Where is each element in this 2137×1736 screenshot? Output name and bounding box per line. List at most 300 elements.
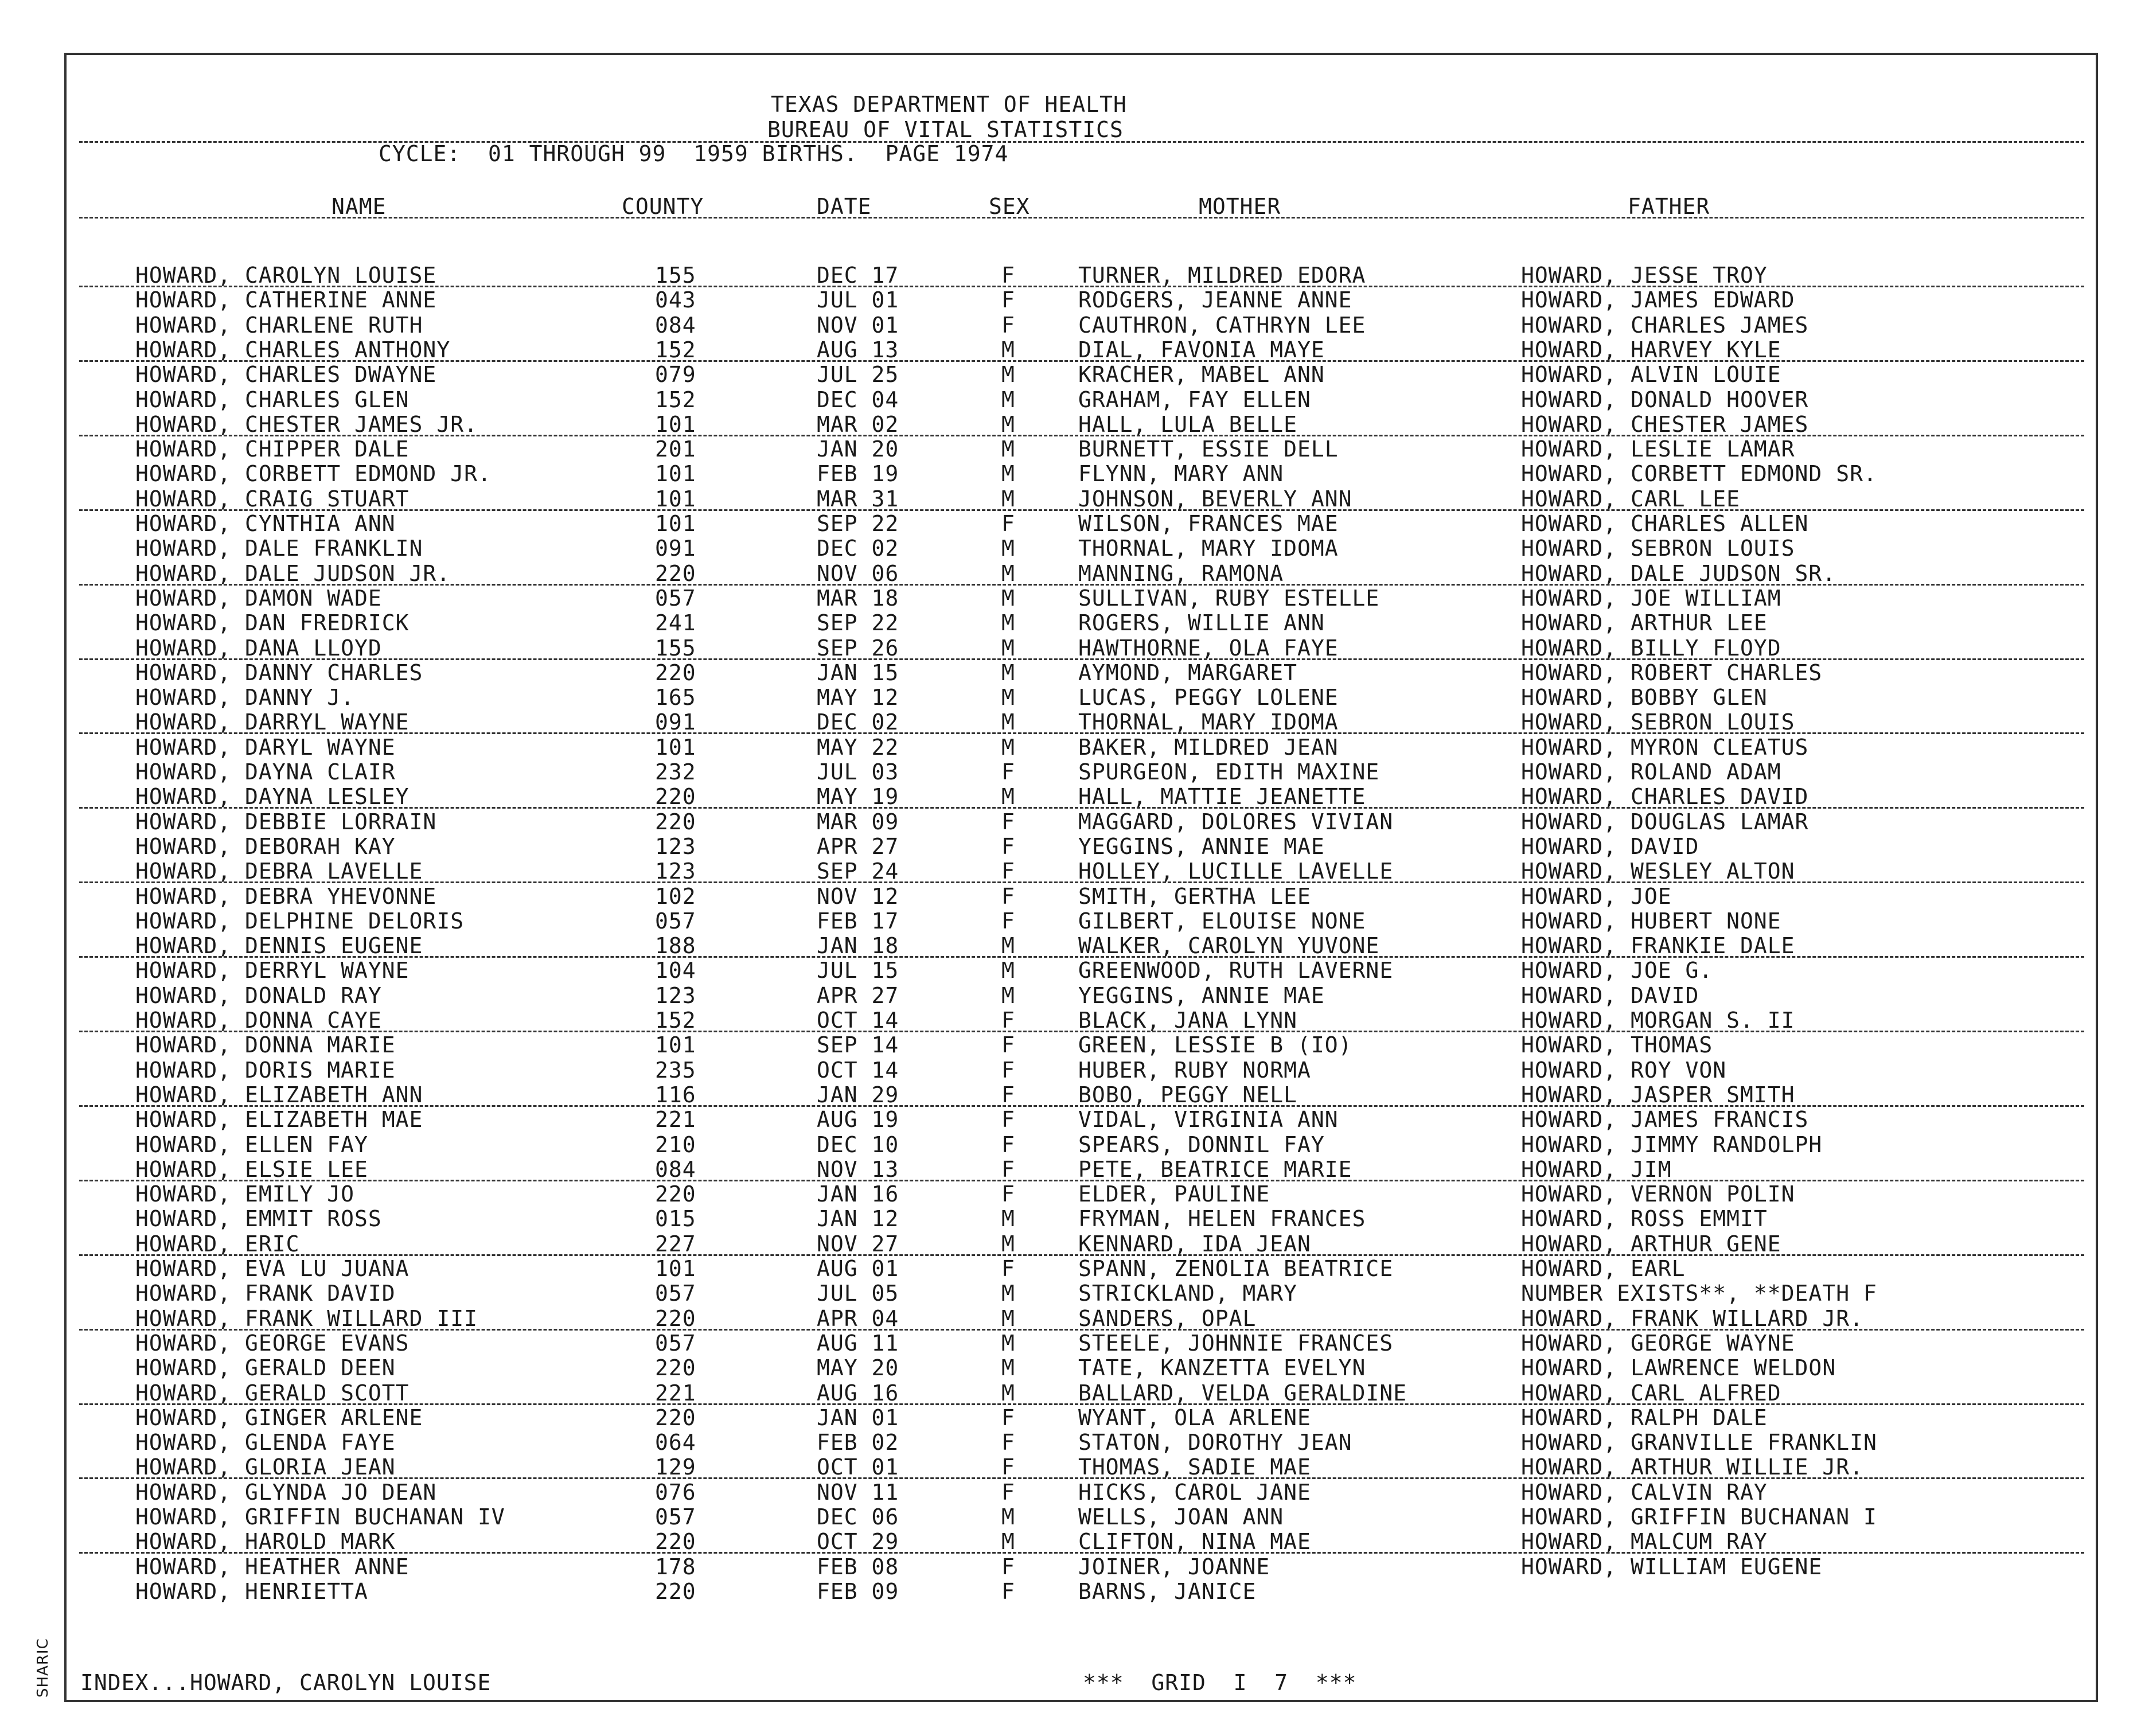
record-father: HOWARD, CARL LEE <box>1521 486 1741 512</box>
record-sex: F <box>1001 1132 1015 1157</box>
record-name: HOWARD, GRIFFIN BUCHANAN IV <box>135 1504 505 1530</box>
record-father: HOWARD, ROLAND ADAM <box>1521 759 1781 785</box>
record-father: HOWARD, JIMMY RANDOLPH <box>1521 1132 1823 1157</box>
record-county: 129 <box>655 1454 696 1480</box>
record-father: HOWARD, BOBBY GLEN <box>1521 685 1768 711</box>
record-mother: PETE, BEATRICE MARIE <box>1078 1156 1352 1182</box>
record-sex: M <box>1001 1330 1015 1356</box>
record-sex: F <box>1001 859 1015 884</box>
record-sex: M <box>1001 982 1015 1008</box>
table-row <box>0 1107 2137 1132</box>
record-county: 076 <box>655 1479 696 1505</box>
record-name: HOWARD, DELPHINE DELORIS <box>135 908 465 934</box>
record-father: HOWARD, JOE WILLIAM <box>1521 585 1781 611</box>
record-sex: M <box>1001 1281 1015 1306</box>
agency-title: TEXAS DEPARTMENT OF HEALTH <box>771 92 1127 117</box>
record-name: HOWARD, CHIPPER DALE <box>135 436 410 462</box>
record-date: OCT 14 <box>817 1057 899 1083</box>
record-sex: F <box>1001 759 1015 785</box>
column-header-name: NAME <box>332 194 387 219</box>
record-date: MAR 02 <box>817 411 899 437</box>
record-date: NOV 06 <box>817 560 899 586</box>
record-father: HOWARD, MORGAN S. II <box>1521 1008 1795 1033</box>
record-name: HOWARD, CORBETT EDMOND JR. <box>135 461 492 487</box>
table-row <box>0 1032 2137 1057</box>
record-father: HOWARD, GEORGE WAYNE <box>1521 1330 1795 1356</box>
table-row <box>0 1554 2137 1579</box>
record-date: APR 04 <box>817 1305 899 1331</box>
record-name: HOWARD, ELIZABETH ANN <box>135 1082 423 1107</box>
table-row <box>0 337 2137 362</box>
column-header-sex: SEX <box>989 194 1030 219</box>
table-row <box>0 660 2137 685</box>
record-sex: F <box>1001 1107 1015 1133</box>
table-row <box>0 1430 2137 1454</box>
record-date: JUL 01 <box>817 287 899 313</box>
record-date: JAN 01 <box>817 1405 899 1430</box>
table-row <box>0 1405 2137 1430</box>
record-mother: BALLARD, VELDA GERALDINE <box>1078 1380 1407 1406</box>
record-county: 210 <box>655 1132 696 1157</box>
record-father: HOWARD, CALVIN RAY <box>1521 1479 1768 1505</box>
table-row <box>0 908 2137 933</box>
record-sex: M <box>1001 610 1015 636</box>
record-county: 101 <box>655 411 696 437</box>
record-county: 101 <box>655 486 696 512</box>
record-mother: THOMAS, SADIE MAE <box>1078 1454 1311 1480</box>
record-county: 091 <box>655 536 696 561</box>
record-date: OCT 01 <box>817 1454 899 1480</box>
record-name: HOWARD, DANNY CHARLES <box>135 660 423 685</box>
record-sex: M <box>1001 337 1015 362</box>
record-sex: M <box>1001 585 1015 611</box>
record-name: HOWARD, CHARLENE RUTH <box>135 312 423 338</box>
grid-footer: *** GRID I 7 *** <box>1083 1670 1357 1695</box>
table-row <box>0 511 2137 536</box>
record-mother: GILBERT, ELOUISE NONE <box>1078 908 1366 934</box>
record-father: HOWARD, CHESTER JAMES <box>1521 411 1809 437</box>
record-county: 123 <box>655 859 696 884</box>
record-sex: F <box>1001 883 1015 909</box>
record-name: HOWARD, DEBRA YHEVONNE <box>135 883 437 909</box>
table-row <box>0 1529 2137 1554</box>
column-header-rule <box>79 217 2084 219</box>
record-sex: F <box>1001 511 1015 536</box>
table-row <box>0 1355 2137 1380</box>
record-mother: HUBER, RUBY NORMA <box>1078 1057 1311 1083</box>
record-sex: M <box>1001 685 1015 711</box>
record-mother: GREENWOOD, RUTH LAVERNE <box>1078 958 1394 984</box>
record-name: HOWARD, FRANK WILLARD III <box>135 1305 478 1331</box>
record-father: HOWARD, DALE JUDSON SR. <box>1521 560 1836 586</box>
record-name: HOWARD, DONNA CAYE <box>135 1008 382 1033</box>
record-name: HOWARD, ELIZABETH MAE <box>135 1107 423 1133</box>
table-row <box>0 1331 2137 1355</box>
record-sex: M <box>1001 1504 1015 1530</box>
record-name: HOWARD, DARRYL WAYNE <box>135 709 410 735</box>
record-county: 057 <box>655 1281 696 1306</box>
record-county: 241 <box>655 610 696 636</box>
record-county: 084 <box>655 1156 696 1182</box>
record-sex: M <box>1001 486 1015 512</box>
record-father: NUMBER EXISTS**, **DEATH F <box>1521 1281 1877 1306</box>
record-county: 084 <box>655 312 696 338</box>
record-father: HOWARD, CHARLES DAVID <box>1521 784 1809 810</box>
record-mother: SPEARS, DONNIL FAY <box>1078 1132 1325 1157</box>
record-father: HOWARD, JESSE TROY <box>1521 263 1768 288</box>
record-name: HOWARD, DEBORAH KAY <box>135 833 396 859</box>
record-name: HOWARD, GLYNDA JO DEAN <box>135 1479 437 1505</box>
record-mother: MAGGARD, DOLORES VIVIAN <box>1078 809 1394 834</box>
table-row <box>0 1579 2137 1604</box>
table-row <box>0 735 2137 759</box>
record-county: 102 <box>655 883 696 909</box>
record-sex: M <box>1001 1206 1015 1232</box>
table-row <box>0 1082 2137 1107</box>
table-row <box>0 1256 2137 1281</box>
record-county: 220 <box>655 809 696 834</box>
record-date: JUL 15 <box>817 958 899 984</box>
record-mother: BARNS, JANICE <box>1078 1578 1257 1604</box>
record-sex: M <box>1001 1529 1015 1555</box>
table-row <box>0 635 2137 660</box>
record-father: HOWARD, RALPH DALE <box>1521 1405 1768 1430</box>
record-county: 043 <box>655 287 696 313</box>
record-name: HOWARD, DEBRA LAVELLE <box>135 859 423 884</box>
record-sex: M <box>1001 411 1015 437</box>
record-mother: CLIFTON, NINA MAE <box>1078 1529 1311 1555</box>
record-father: HOWARD, WILLIAM EUGENE <box>1521 1554 1823 1579</box>
record-date: OCT 14 <box>817 1008 899 1033</box>
record-sex: M <box>1001 560 1015 586</box>
table-row <box>0 486 2137 511</box>
record-mother: WYANT, OLA ARLENE <box>1078 1405 1311 1430</box>
record-sex: F <box>1001 1554 1015 1579</box>
record-name: HOWARD, HENRIETTA <box>135 1578 368 1604</box>
column-header-date: DATE <box>817 194 872 219</box>
record-name: HOWARD, DALE JUDSON JR. <box>135 560 451 586</box>
record-county: 220 <box>655 784 696 810</box>
record-mother: HICKS, CAROL JANE <box>1078 1479 1311 1505</box>
record-father: HOWARD, JAMES FRANCIS <box>1521 1107 1809 1133</box>
record-date: MAR 31 <box>817 486 899 512</box>
record-name: HOWARD, GLORIA JEAN <box>135 1454 396 1480</box>
record-mother: GREEN, LESSIE B (IO) <box>1078 1032 1352 1058</box>
record-mother: HAWTHORNE, OLA FAYE <box>1078 635 1339 661</box>
record-sex: M <box>1001 1305 1015 1331</box>
table-row <box>0 586 2137 610</box>
record-name: HOWARD, DERRYL WAYNE <box>135 958 410 984</box>
record-county: 101 <box>655 461 696 487</box>
record-mother: SPURGEON, EDITH MAXINE <box>1078 759 1380 785</box>
record-name: HOWARD, HAROLD MARK <box>135 1529 396 1555</box>
record-sex: F <box>1001 1032 1015 1058</box>
record-sex: F <box>1001 1057 1015 1083</box>
table-row <box>0 983 2137 1008</box>
record-date: JAN 29 <box>817 1082 899 1107</box>
record-county: 155 <box>655 263 696 288</box>
record-name: HOWARD, CHARLES DWAYNE <box>135 362 437 388</box>
record-name: HOWARD, FRANK DAVID <box>135 1281 396 1306</box>
table-row <box>0 1231 2137 1256</box>
record-date: SEP 14 <box>817 1032 899 1058</box>
record-father: HOWARD, DAVID <box>1521 982 1699 1008</box>
record-father: HOWARD, FRANKIE DALE <box>1521 933 1795 959</box>
record-father: HOWARD, ARTHUR LEE <box>1521 610 1768 636</box>
record-county: 220 <box>655 560 696 586</box>
record-date: DEC 02 <box>817 536 899 561</box>
record-father: HOWARD, ARTHUR WILLIE JR. <box>1521 1454 1863 1480</box>
table-row <box>0 709 2137 734</box>
record-sex: F <box>1001 1405 1015 1430</box>
record-sex: F <box>1001 312 1015 338</box>
table-row <box>0 1206 2137 1231</box>
table-row <box>0 884 2137 908</box>
record-mother: ELDER, PAULINE <box>1078 1181 1270 1207</box>
record-date: MAY 19 <box>817 784 899 810</box>
table-row <box>0 1454 2137 1479</box>
record-father: HOWARD, BILLY FLOYD <box>1521 635 1781 661</box>
record-county: 057 <box>655 908 696 934</box>
record-county: 101 <box>655 1032 696 1058</box>
record-date: AUG 16 <box>817 1380 899 1406</box>
record-sex: M <box>1001 933 1015 959</box>
record-mother: GRAHAM, FAY ELLEN <box>1078 387 1311 412</box>
record-date: SEP 26 <box>817 635 899 661</box>
record-name: HOWARD, DANA LLOYD <box>135 635 382 661</box>
record-mother: HALL, LULA BELLE <box>1078 411 1298 437</box>
record-name: HOWARD, DAYNA CLAIR <box>135 759 396 785</box>
record-father: HOWARD, LESLIE LAMAR <box>1521 436 1795 462</box>
record-county: 220 <box>655 1355 696 1381</box>
record-name: HOWARD, DANNY J. <box>135 685 355 711</box>
record-sex: M <box>1001 784 1015 810</box>
table-row <box>0 933 2137 958</box>
record-name: HOWARD, DALE FRANKLIN <box>135 536 423 561</box>
record-date: FEB 08 <box>817 1554 899 1579</box>
record-mother: WILSON, FRANCES MAE <box>1078 511 1339 536</box>
record-mother: FRYMAN, HELEN FRANCES <box>1078 1206 1366 1232</box>
record-sex: F <box>1001 1256 1015 1281</box>
record-mother: STATON, DOROTHY JEAN <box>1078 1430 1352 1456</box>
table-row <box>0 436 2137 461</box>
record-date: SEP 24 <box>817 859 899 884</box>
record-sex: F <box>1001 1156 1015 1182</box>
record-name: HOWARD, CRAIG STUART <box>135 486 410 512</box>
record-date: FEB 17 <box>817 908 899 934</box>
record-name: HOWARD, EVA LU JUANA <box>135 1256 410 1281</box>
record-mother: THORNAL, MARY IDOMA <box>1078 709 1339 735</box>
record-mother: SANDERS, OPAL <box>1078 1305 1257 1331</box>
record-father: HOWARD, JOE <box>1521 883 1672 909</box>
record-mother: AYMOND, MARGARET <box>1078 660 1298 685</box>
record-sex: M <box>1001 536 1015 561</box>
record-county: 165 <box>655 685 696 711</box>
record-mother: HOLLEY, LUCILLE LAVELLE <box>1078 859 1394 884</box>
record-mother: LUCAS, PEGGY LOLENE <box>1078 685 1339 711</box>
record-father: HOWARD, THOMAS <box>1521 1032 1713 1058</box>
record-mother: ROGERS, WILLIE ANN <box>1078 610 1325 636</box>
record-father: HOWARD, JAMES EDWARD <box>1521 287 1795 313</box>
record-date: JAN 20 <box>817 436 899 462</box>
record-mother: STEELE, JOHNNIE FRANCES <box>1078 1330 1394 1356</box>
table-row <box>0 1008 2137 1032</box>
record-name: HOWARD, DORIS MARIE <box>135 1057 396 1083</box>
record-name: HOWARD, DENNIS EUGENE <box>135 933 423 959</box>
record-father: HOWARD, JIM <box>1521 1156 1672 1182</box>
record-county: 116 <box>655 1082 696 1107</box>
record-sex: M <box>1001 958 1015 984</box>
record-date: JAN 12 <box>817 1206 899 1232</box>
record-name: HOWARD, DAYNA LESLEY <box>135 784 410 810</box>
record-father: HOWARD, ARTHUR GENE <box>1521 1231 1781 1257</box>
record-sex: M <box>1001 387 1015 412</box>
record-mother: BAKER, MILDRED JEAN <box>1078 734 1339 760</box>
record-date: DEC 06 <box>817 1504 899 1530</box>
record-date: AUG 19 <box>817 1107 899 1133</box>
record-county: 079 <box>655 362 696 388</box>
record-date: SEP 22 <box>817 610 899 636</box>
record-father: HOWARD, DAVID <box>1521 833 1699 859</box>
record-county: 220 <box>655 1529 696 1555</box>
record-name: HOWARD, GLENDA FAYE <box>135 1430 396 1456</box>
cycle-line: CYCLE: 01 THROUGH 99 1959 BIRTHS. PAGE 1974 <box>379 141 1009 166</box>
record-date: NOV 27 <box>817 1231 899 1257</box>
record-sex: M <box>1001 1380 1015 1406</box>
record-father: HOWARD, HUBERT NONE <box>1521 908 1781 934</box>
record-date: JUL 25 <box>817 362 899 388</box>
table-row <box>0 834 2137 859</box>
record-name: HOWARD, GERALD SCOTT <box>135 1380 410 1406</box>
record-sex: M <box>1001 709 1015 735</box>
record-sex: M <box>1001 660 1015 685</box>
record-father: HOWARD, HARVEY KYLE <box>1521 337 1781 362</box>
record-father: HOWARD, DOUGLAS LAMAR <box>1521 809 1809 834</box>
record-date: FEB 02 <box>817 1430 899 1456</box>
record-date: FEB 19 <box>817 461 899 487</box>
record-father: HOWARD, JOE G. <box>1521 958 1713 984</box>
record-county: 152 <box>655 387 696 412</box>
record-name: HOWARD, DAMON WADE <box>135 585 382 611</box>
record-sex: M <box>1001 635 1015 661</box>
record-father: HOWARD, ROSS EMMIT <box>1521 1206 1768 1232</box>
record-date: AUG 01 <box>817 1256 899 1281</box>
record-date: JAN 15 <box>817 660 899 685</box>
record-sex: F <box>1001 287 1015 313</box>
record-county: 015 <box>655 1206 696 1232</box>
record-father: HOWARD, MYRON CLEATUS <box>1521 734 1809 760</box>
record-mother: SULLIVAN, RUBY ESTELLE <box>1078 585 1380 611</box>
record-name: HOWARD, GEORGE EVANS <box>135 1330 410 1356</box>
record-mother: RODGERS, JEANNE ANNE <box>1078 287 1352 313</box>
record-county: 057 <box>655 1330 696 1356</box>
table-row <box>0 958 2137 982</box>
record-county: 057 <box>655 1504 696 1530</box>
record-date: MAR 09 <box>817 809 899 834</box>
record-name: HOWARD, DARYL WAYNE <box>135 734 396 760</box>
record-county: 123 <box>655 982 696 1008</box>
record-name: HOWARD, HEATHER ANNE <box>135 1554 410 1579</box>
record-sex: F <box>1001 1578 1015 1604</box>
record-mother: TURNER, MILDRED EDORA <box>1078 263 1366 288</box>
record-mother: KRACHER, MABEL ANN <box>1078 362 1325 388</box>
record-father: HOWARD, FRANK WILLARD JR. <box>1521 1305 1863 1331</box>
record-name: HOWARD, CHARLES GLEN <box>135 387 410 412</box>
record-mother: SPANN, ZENOLIA BEATRICE <box>1078 1256 1394 1281</box>
record-mother: VIDAL, VIRGINIA ANN <box>1078 1107 1339 1133</box>
record-father: HOWARD, CHARLES JAMES <box>1521 312 1809 338</box>
record-name: HOWARD, DAN FREDRICK <box>135 610 410 636</box>
table-row <box>0 313 2137 337</box>
record-name: HOWARD, CHESTER JAMES JR. <box>135 411 478 437</box>
record-father: HOWARD, DONALD HOOVER <box>1521 387 1809 412</box>
record-date: NOV 13 <box>817 1156 899 1182</box>
table-row <box>0 287 2137 312</box>
record-father: HOWARD, EARL <box>1521 1256 1686 1281</box>
record-date: DEC 17 <box>817 263 899 288</box>
record-date: OCT 29 <box>817 1529 899 1555</box>
table-row <box>0 362 2137 387</box>
record-father: HOWARD, JASPER SMITH <box>1521 1082 1795 1107</box>
record-sex: F <box>1001 263 1015 288</box>
table-row <box>0 610 2137 635</box>
record-date: JAN 16 <box>817 1181 899 1207</box>
record-mother: STRICKLAND, MARY <box>1078 1281 1298 1306</box>
table-row <box>0 1306 2137 1331</box>
record-name: HOWARD, DONALD RAY <box>135 982 382 1008</box>
record-date: MAR 18 <box>817 585 899 611</box>
table-row <box>0 1380 2137 1405</box>
table-row <box>0 685 2137 709</box>
record-mother: WALKER, CAROLYN YUVONE <box>1078 933 1380 959</box>
record-mother: BOBO, PEGGY NELL <box>1078 1082 1298 1107</box>
record-date: NOV 11 <box>817 1479 899 1505</box>
table-row <box>0 263 2137 287</box>
margin-label: SHARIC <box>34 1638 52 1698</box>
record-sex: M <box>1001 1231 1015 1257</box>
table-row <box>0 1181 2137 1206</box>
record-date: MAY 12 <box>817 685 899 711</box>
table-row <box>0 1281 2137 1305</box>
record-father: HOWARD, ALVIN LOUIE <box>1521 362 1781 388</box>
record-county: 220 <box>655 1181 696 1207</box>
record-county: 091 <box>655 709 696 735</box>
column-header-county: COUNTY <box>622 194 704 219</box>
record-date: NOV 01 <box>817 312 899 338</box>
record-father: HOWARD, CHARLES ALLEN <box>1521 511 1809 536</box>
record-name: HOWARD, ELSIE LEE <box>135 1156 368 1182</box>
table-row <box>0 461 2137 486</box>
record-date: FEB 09 <box>817 1578 899 1604</box>
record-sex: M <box>1001 1355 1015 1381</box>
record-county: 101 <box>655 511 696 536</box>
record-name: HOWARD, DEBBIE LORRAIN <box>135 809 437 834</box>
record-name: HOWARD, ERIC <box>135 1231 300 1257</box>
record-name: HOWARD, EMMIT ROSS <box>135 1206 382 1232</box>
record-father: HOWARD, GRANVILLE FRANKLIN <box>1521 1430 1877 1456</box>
record-date: APR 27 <box>817 982 899 1008</box>
record-date: APR 27 <box>817 833 899 859</box>
bureau-title: BUREAU OF VITAL STATISTICS <box>767 117 1124 142</box>
record-sex: F <box>1001 833 1015 859</box>
column-header-mother: MOTHER <box>1199 194 1281 219</box>
table-row <box>0 412 2137 436</box>
table-row <box>0 859 2137 883</box>
record-mother: JOHNSON, BEVERLY ANN <box>1078 486 1352 512</box>
record-date: JAN 18 <box>817 933 899 959</box>
record-father: HOWARD, SEBRON LOUIS <box>1521 709 1795 735</box>
record-father: HOWARD, VERNON POLIN <box>1521 1181 1795 1207</box>
